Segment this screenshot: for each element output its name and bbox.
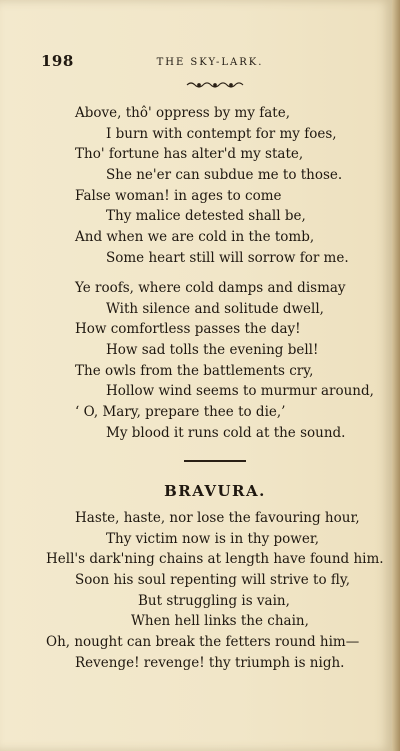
verse-line: Oh, nought can break the fetters round him— <box>46 634 360 651</box>
verse-line: Hell's dark'ning chains at length have found him. <box>46 551 384 568</box>
verse-line: Revenge! revenge! thy triumph is nigh. <box>75 654 345 671</box>
verse-line: Soon his soul repenting will strive to fly, <box>75 572 351 589</box>
verse-line: ‘ O, Mary, prepare thee to die,’ <box>75 404 286 421</box>
verse-line: When hell links the chain, <box>131 613 309 630</box>
verse-line: Haste, haste, nor lose the favouring hour, <box>75 510 360 526</box>
verse-line: Tho' fortune has alter'd my state, <box>75 146 304 163</box>
bravura-verse <box>0 508 392 674</box>
ornament-divider <box>186 80 244 90</box>
verse-line: And when we are cold in the tomb, <box>75 229 315 246</box>
verse-line: But struggling is vain, <box>138 592 290 609</box>
page-edge <box>392 0 400 751</box>
verse-line: How sad tolls the evening bell! <box>106 342 319 359</box>
running-head: THE SKY-LARK. <box>156 57 264 68</box>
stanza-2 <box>0 278 392 444</box>
section-rule <box>184 460 246 462</box>
verse-line: I burn with contempt for my foes, <box>106 125 337 142</box>
page-number: 198 <box>41 52 74 70</box>
verse-line: How comfortless passes the day! <box>75 321 301 338</box>
verse-line: Thy malice detested shall be, <box>106 208 306 225</box>
verse-line: Some heart still will sorrow for me. <box>106 249 349 266</box>
poem-title: BRAVURA. <box>164 482 266 500</box>
verse-line: Thy victim now is in thy power, <box>106 530 320 547</box>
verse-line: False woman! in ages to come <box>75 187 282 204</box>
verse-line: The owls from the battlements cry, <box>75 362 314 379</box>
verse-line: With silence and solitude dwell, <box>106 300 324 317</box>
verse-line: Above, thô' oppress by my fate, <box>75 105 290 121</box>
verse-line: Ye roofs, where cold damps and dismay <box>75 280 346 296</box>
verse-line: She ne'er can subdue me to those. <box>106 167 343 184</box>
verse-line: My blood it runs cold at the sound. <box>106 424 346 441</box>
stanza-1 <box>0 103 392 269</box>
verse-line: Hollow wind seems to murmur around, <box>106 383 374 400</box>
